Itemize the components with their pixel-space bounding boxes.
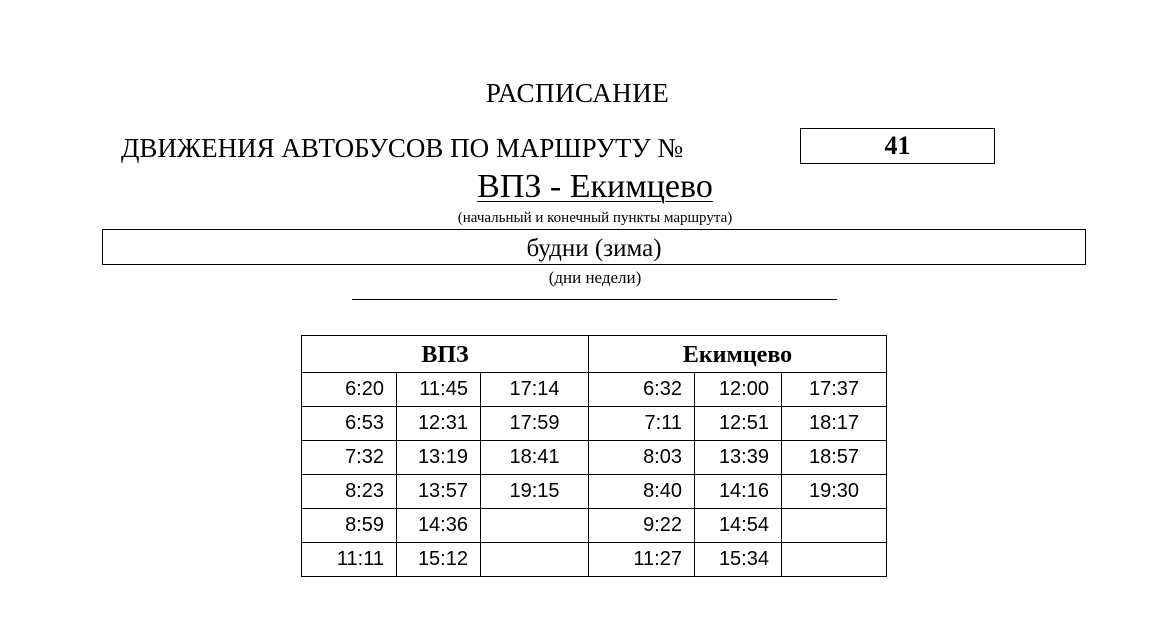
vpz-departure-time: 15:12 bbox=[397, 543, 481, 577]
table-row bbox=[302, 373, 887, 407]
ekimtsevo-departure-time: 6:32 bbox=[589, 373, 695, 407]
route-name-line bbox=[0, 168, 1155, 206]
vpz-departure-time bbox=[481, 509, 589, 543]
ekimtsevo-departure-time: 8:40 bbox=[589, 475, 695, 509]
ekimtsevo-departure-time: 14:54 bbox=[695, 509, 782, 543]
table-row bbox=[302, 509, 887, 543]
ekimtsevo-departure-time: 12:00 bbox=[695, 373, 782, 407]
vpz-departure-time bbox=[481, 543, 589, 577]
timetable bbox=[301, 335, 887, 577]
column-header-vpz: ВПЗ bbox=[302, 336, 589, 373]
vpz-departure-time: 11:45 bbox=[397, 373, 481, 407]
ekimtsevo-departure-time: 14:16 bbox=[695, 475, 782, 509]
vpz-departure-time: 8:59 bbox=[302, 509, 397, 543]
vpz-departure-time: 8:23 bbox=[302, 475, 397, 509]
ekimtsevo-departure-time bbox=[782, 543, 887, 577]
route-number: 41 bbox=[800, 128, 995, 164]
table-row bbox=[302, 475, 887, 509]
ekimtsevo-departure-time: 7:11 bbox=[589, 407, 695, 441]
vpz-departure-time: 6:20 bbox=[302, 373, 397, 407]
vpz-departure-time: 6:53 bbox=[302, 407, 397, 441]
ekimtsevo-departure-time: 17:37 bbox=[782, 373, 887, 407]
ekimtsevo-departure-time: 8:03 bbox=[589, 441, 695, 475]
vpz-departure-time: 19:15 bbox=[481, 475, 589, 509]
vpz-departure-time: 17:14 bbox=[481, 373, 589, 407]
divider-line bbox=[352, 299, 837, 300]
vpz-departure-time: 12:31 bbox=[397, 407, 481, 441]
schedule-subtitle: ДВИЖЕНИЯ АВТОБУСОВ ПО МАРШРУТУ № bbox=[121, 133, 684, 163]
vpz-departure-time: 11:11 bbox=[302, 543, 397, 577]
ekimtsevo-departure-time: 12:51 bbox=[695, 407, 782, 441]
ekimtsevo-departure-time: 9:22 bbox=[589, 509, 695, 543]
vpz-departure-time: 14:36 bbox=[397, 509, 481, 543]
days-caption: (дни недели) bbox=[548, 268, 642, 287]
vpz-departure-time: 18:41 bbox=[481, 441, 589, 475]
timetable-header-row bbox=[302, 336, 887, 373]
table-row bbox=[302, 543, 887, 577]
ekimtsevo-departure-time bbox=[782, 509, 887, 543]
ekimtsevo-departure-time: 18:17 bbox=[782, 407, 887, 441]
route-name: ВПЗ - Екимцево bbox=[477, 168, 713, 205]
table-row bbox=[302, 407, 887, 441]
vpz-departure-time: 13:57 bbox=[397, 475, 481, 509]
schedule-title: РАСПИСАНИЕ bbox=[485, 78, 670, 108]
ekimtsevo-departure-time: 15:34 bbox=[695, 543, 782, 577]
ekimtsevo-departure-time: 13:39 bbox=[695, 441, 782, 475]
days-value: будни (зима) bbox=[102, 229, 1086, 265]
table-row bbox=[302, 441, 887, 475]
ekimtsevo-departure-time: 11:27 bbox=[589, 543, 695, 577]
route-caption: (начальный и конечный пункты маршрута) bbox=[457, 210, 733, 226]
ekimtsevo-departure-time: 18:57 bbox=[782, 441, 887, 475]
timetable-body bbox=[302, 373, 887, 577]
vpz-departure-time: 13:19 bbox=[397, 441, 481, 475]
ekimtsevo-departure-time: 19:30 bbox=[782, 475, 887, 509]
vpz-departure-time: 17:59 bbox=[481, 407, 589, 441]
column-header-ekimtsevo: Екимцево bbox=[589, 336, 887, 373]
vpz-departure-time: 7:32 bbox=[302, 441, 397, 475]
